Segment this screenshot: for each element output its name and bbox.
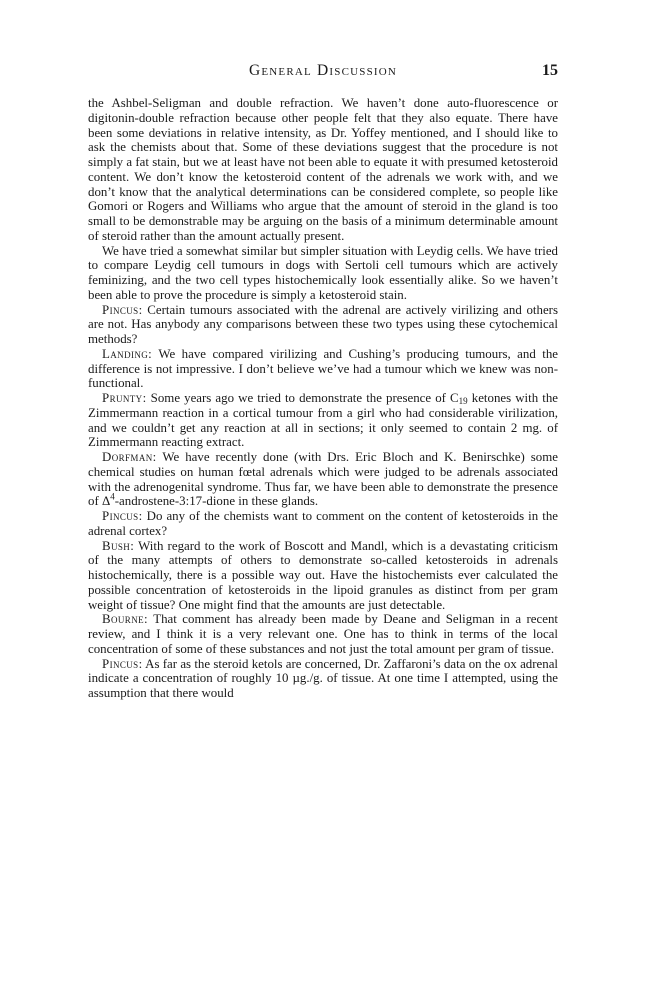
paragraph-text: Do any of the chemists want to comment on the content of ketosteroids in the adrenal cortex? — [88, 509, 558, 538]
paragraph-text: We have compared virilizing and Cushing’s producing tumours, and the difference is not impressive. I don’t believe we’ve had a tumour which we knew was non-functional. — [88, 346, 558, 391]
speaker-name: Prunty: — [102, 391, 147, 405]
paragraph-bush — [88, 539, 558, 613]
paragraph-prunty — [88, 391, 558, 450]
speaker-name: Pincus: — [102, 509, 143, 523]
subscript: 19 — [458, 396, 468, 406]
paragraph-text-start: Some years ago we tried to demonstrate the presence of C — [150, 391, 459, 405]
page-number: 15 — [542, 62, 558, 79]
paragraph-text: That comment has already been made by Deane and Seligman in a recent review, and I think it is a very relevant one. One has to think in terms of the local concentration of some of these substances and not just the total amount per gram of tissue. — [88, 612, 558, 656]
paragraph-dorfman — [88, 450, 558, 509]
paragraph-text: -androstene-3:17-dione in these glands. — [114, 494, 319, 509]
running-title: General Discussion — [248, 62, 398, 79]
paragraph-text: With regard to the work of Boscott and Mandl, which is a devastating criticism of the many attempts of others to demonstrate so-called ketosteroids in adrenals histochemically, there is a possible way out. Have the histochemists ever calculated the possible concentration of ketosteroids in the lipoid granules as distinct from per gram weight of tissue? One might find that the amounts are just detectable. — [88, 538, 558, 612]
paragraph-text: ketones with the Zimmermann reaction in a cortical tumour from a girl who had considerable virilization, and we couldn’t get any reaction at all in sections; it only seemed to contain 2 mg. of Zimmermann reacting extract. — [88, 391, 559, 450]
paragraph-text: As far as the steroid ketols are concerned, Dr. Zaffaroni’s data on the ox adrenal indicate a concentration of roughly 10 µg./g. of tissue. At one time I attempted, using the assumption that there would — [88, 656, 559, 700]
running-header — [88, 62, 558, 84]
paragraph-pincus — [88, 509, 558, 539]
paragraph-pincus — [88, 303, 558, 347]
speaker-name: Pincus: — [102, 656, 143, 671]
paragraph-bourne — [88, 612, 558, 656]
speaker-name: Bourne: — [102, 612, 148, 627]
paragraph-text: the Ashbel-Seligman and double refraction. We haven’t done auto-fluorescence or digitonin-double refraction because other people felt that they also equate. There have been some deviations in relative intensity, as Dr. Yoffey mentioned, and I should like to ask the chemists about that. Some of these deviations suggest that the procedure is not simply a fat stain, but we at least have not been able to equate it with presumed ketosteroid content. We don’t know the ketosteroid content of the adrenals we work with, and we don’t know that the analytical determinations can be considered complete, so people like Gomori or Rogers and Williams who argue that the amount of steroid in the gland is too small to be demonstrable may be arguing on the basis of a minimum determinable amount of steroid rather than the amount actually present. — [88, 96, 558, 243]
paragraph-text: We have tried a somewhat similar but simpler situation with Leydig cells. We have tried to compare Leydig cell tumours in dogs with Sertoli cell tumours which are actively feminizing, and the two cell types histochemically look essentially alike. So we haven’t been able to prove the procedure is simply a ketosteroid stain. — [88, 243, 558, 302]
speaker-name: Landing: — [102, 346, 153, 361]
speaker-name: Bush: — [102, 538, 135, 553]
speaker-name: Pincus: — [102, 302, 143, 317]
speaker-name: Dorfman: — [102, 450, 157, 464]
paragraph-pincus — [88, 657, 558, 701]
discussion-text — [88, 96, 558, 701]
paragraph-text: Certain tumours associated with the adrenal are actively virilizing and others are not. Has anybody any comparisons between these two types using these cytochemical methods? — [88, 302, 558, 346]
paragraph-continuation — [88, 96, 558, 244]
superscript: 4 — [110, 491, 115, 502]
paragraph-landing — [88, 347, 558, 391]
paragraph-text-start: We have recently done (with Drs. Eric Bloch and K. Benirschke) some chemical studies on human fœtal adrenals which were judged to be adrenals associated with the adrenogenital syndrome. Thus far, we have been able to demonstrate the presence of Δ — [88, 450, 558, 509]
paragraph — [88, 244, 558, 303]
